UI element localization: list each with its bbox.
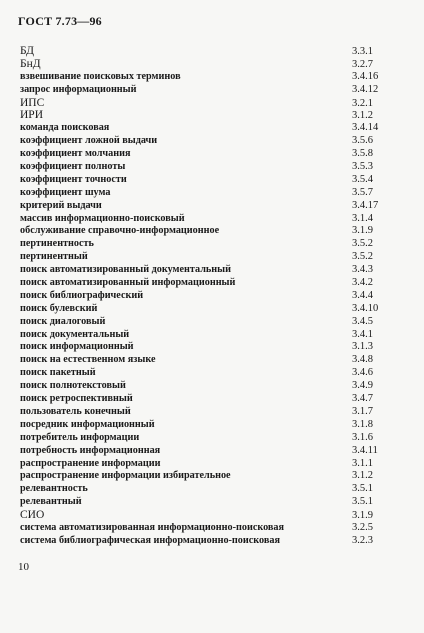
index-term: пертинентность [20,238,94,250]
index-term: БнД [20,57,41,70]
index-reference: 3.4.11 [352,444,378,456]
index-entry [20,483,386,496]
index-term: массив информационно-поисковый [20,212,185,224]
index-entry [20,393,386,406]
term-index [20,45,386,548]
index-reference: 3.2.1 [352,97,373,109]
index-term: система автоматизированная информационно-поисковая [20,521,285,533]
index-term: поиск документальный [20,328,130,340]
index-term: распространение информации [20,457,161,469]
index-entry [20,97,386,110]
index-term: релевантный [20,496,82,508]
index-term: критерий выдачи [20,199,102,211]
page-number: 10 [18,561,29,573]
index-reference: 3.4.16 [352,70,379,82]
index-reference: 3.5.1 [352,483,373,495]
index-entry [20,445,386,458]
index-entry [20,509,386,522]
index-reference: 3.1.1 [352,457,373,469]
index-entry [20,109,386,122]
index-reference: 3.5.7 [352,186,373,198]
index-term: коэффициент точности [20,173,127,185]
index-term: поиск пакетный [20,367,96,379]
index-term: пертинентный [20,251,88,263]
index-term: БД [20,45,35,57]
index-term: посредник информационный [20,418,155,430]
index-entry [20,535,386,548]
index-reference: 3.1.9 [352,225,373,237]
index-reference: 3.1.9 [352,510,373,522]
index-reference: 3.1.3 [352,341,373,353]
index-entry [20,303,386,316]
index-entry [20,122,386,135]
index-term: поиск библиографический [20,289,144,301]
index-reference: 3.1.4 [352,212,373,224]
index-reference: 3.4.6 [352,367,373,379]
index-reference: 3.5.2 [352,238,373,250]
index-reference: 3.5.8 [352,148,373,160]
index-term: запрос информационный [20,83,137,95]
index-reference: 3.4.12 [352,83,379,95]
index-term: поиск полнотекстовый [20,380,126,392]
index-reference: 3.4.8 [352,354,373,366]
index-entry [20,277,386,290]
index-entry [20,238,386,251]
index-entry [20,341,386,354]
index-reference: 3.5.2 [352,251,373,263]
index-entry [20,496,386,509]
index-entry [20,264,386,277]
index-entry [20,354,386,367]
index-term: система библиографическая информационно-поисковая [20,534,280,546]
index-term: поиск автоматизированный документальный [20,264,232,276]
index-reference: 3.2.3 [352,534,373,546]
index-entry [20,458,386,471]
index-reference: 3.1.8 [352,418,373,430]
index-reference: 3.2.7 [352,58,373,70]
index-term: команда поисковая [20,122,110,134]
index-entry [20,71,386,84]
index-term: ИПС [20,96,45,109]
index-reference: 3.4.9 [352,380,373,392]
index-term: коэффициент полноты [20,161,126,173]
index-reference: 3.5.4 [352,173,373,185]
index-reference: 3.1.2 [352,470,373,482]
index-entry [20,84,386,97]
index-entry [20,135,386,148]
index-reference: 3.4.1 [352,328,373,340]
document-header: ГОСТ 7.73—96 [18,14,102,28]
index-reference: 3.1.2 [352,110,373,122]
index-entry [20,316,386,329]
index-entry [20,406,386,419]
index-entry [20,522,386,535]
index-entry [20,251,386,264]
index-term: пользователь конечный [20,405,131,417]
index-entry [20,200,386,213]
index-reference: 3.3.1 [352,46,373,57]
index-reference: 3.4.7 [352,393,373,405]
index-term: коэффициент шума [20,186,111,198]
index-entry [20,290,386,303]
index-reference: 3.4.10 [352,302,379,314]
index-reference: 3.4.17 [352,199,379,211]
index-term: поиск автоматизированный информационный [20,277,236,289]
index-entry [20,419,386,432]
index-term: потребитель информации [20,431,140,443]
index-term: потребность информационная [20,444,161,456]
index-entry [20,432,386,445]
index-entry [20,58,386,71]
index-reference: 3.4.5 [352,315,373,327]
index-entry [20,174,386,187]
index-term: коэффициент ложной выдачи [20,135,158,147]
index-term: поиск на естественном языке [20,354,156,366]
index-entry [20,45,386,58]
index-entry [20,367,386,380]
index-term: релевантность [20,483,88,495]
index-reference: 3.5.6 [352,135,373,147]
index-entry [20,161,386,174]
index-entry [20,213,386,226]
index-term: СИО [20,509,45,522]
index-term: обслуживание справочно-информационное [20,225,220,237]
index-term: ИРИ [20,109,44,122]
index-reference: 3.5.3 [352,161,373,173]
index-term: поиск диалоговый [20,315,106,327]
index-entry [20,187,386,200]
index-term: поиск ретроспективный [20,393,133,405]
index-reference: 3.1.7 [352,405,373,417]
index-reference: 3.4.4 [352,289,373,301]
index-term: поиск информационный [20,341,134,353]
index-reference: 3.1.6 [352,431,373,443]
index-term: распространение информации избирательное [20,470,231,482]
index-term: поиск булевский [20,302,98,314]
index-reference: 3.4.14 [352,122,379,134]
index-entry [20,380,386,393]
index-reference: 3.4.3 [352,264,373,276]
index-reference: 3.2.5 [352,521,373,533]
index-reference: 3.5.1 [352,496,373,508]
index-term: коэффициент молчания [20,148,131,160]
index-entry [20,148,386,161]
index-reference: 3.4.2 [352,277,373,289]
index-entry [20,225,386,238]
index-entry [20,329,386,342]
index-entry [20,470,386,483]
index-term: взвешивание поисковых терминов [20,70,181,82]
